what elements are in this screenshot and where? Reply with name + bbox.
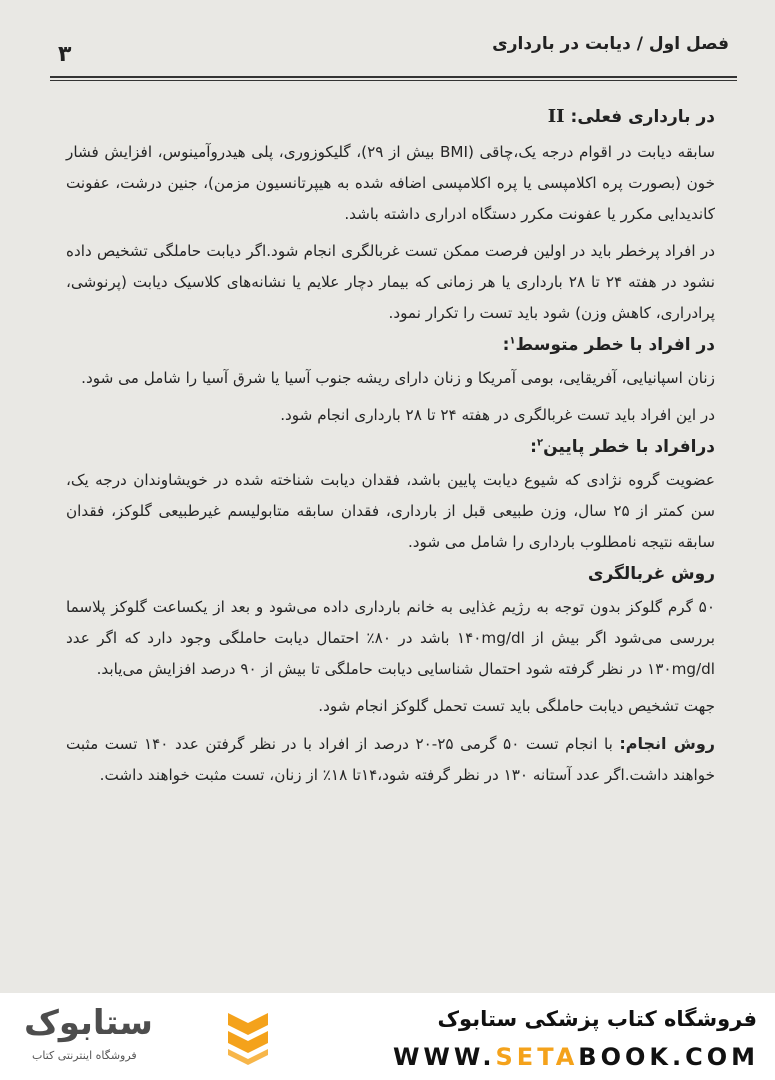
- section-heading-text: در بارداری فعلی:: [570, 107, 715, 127]
- heading-text: درافراد با خطر پایین: [543, 437, 715, 457]
- logo-subtitle: فروشگاه اینترنتی کتاب: [32, 1049, 137, 1062]
- book-chevron-icon: [224, 1007, 272, 1065]
- method-text: با انجام تست ۵۰ گرمی ۲۵-۲۰ درصد از افراد با در نظر گرفتن عدد ۱۴۰ تست مثبت خواهند داشت.اگر عدد آستانه ۱۳۰ در نظر گرفته شود،۱۴تا ۱۸٪ از زنان، تست مثبت خواهند داشت.: [66, 735, 715, 784]
- store-name: فروشگاه کتاب پزشکی ستابوک: [437, 1007, 757, 1031]
- heading-text: در افراد با خطر متوسط: [515, 335, 715, 355]
- store-url[interactable]: [393, 1043, 759, 1071]
- footnote-marker: ۲: [536, 437, 544, 449]
- paragraph: سابقه دیابت در اقوام درجه یک،چاقی (BMI بیش از ۲۹)، گلیکوزوری، پلی هیدروآمینوس، افزایش فشار خون (بصورت پره اکلامپسی یا پره اکلامپسی اضافه شده به هیپرتانسیون مزمن)، جنین درشت، عفونت کاندیدایی مکرر یا عفونت مکرر دستگاه ادراری داشته باشد.: [66, 143, 715, 223]
- chapter-title: فصل اول / دیابت در بارداری: [492, 34, 729, 54]
- section-numeral: II: [547, 106, 565, 127]
- page-content: [66, 102, 715, 797]
- url-suffix: BOOK.COM: [578, 1043, 759, 1071]
- url-prefix: WWW.: [392, 1043, 496, 1071]
- url-highlight: SETA: [495, 1043, 579, 1071]
- store-logo-text[interactable]: [24, 1003, 214, 1073]
- footnote-marker: ۱: [509, 335, 516, 347]
- page-header: [40, 24, 737, 82]
- page-number: ۳: [58, 42, 72, 67]
- logo-wordmark: ستابوک: [24, 1003, 153, 1043]
- section-heading-current-pregnancy: [66, 106, 715, 127]
- watermark-footer: [0, 993, 775, 1080]
- heading-low-risk: درافراد با خطر پایین$^۲$:: [530, 437, 715, 457]
- paragraph: ۵۰ گرم گلوکز بدون توجه به رژیم غذایی به خانم بارداری داده می‌شود و بعد از یکساعت گلوکز پلاسما بررسی می‌شود اگر بیش از ۱۴۰mg/dl باشد در ۸۰٪ احتمال دیابت حاملگی وجود دارد که اگر عدد ۱۳۰mg/dl در نظر گرفته شود احتمال شناسایی دیابت حاملگی تا بیش از ۹۰ درصد افزایش می‌یابد.: [66, 598, 715, 678]
- paragraph: در این افراد باید تست غربالگری در هفته ۲۴ تا ۲۸ بارداری انجام شود.: [280, 406, 715, 424]
- heading-moderate-risk: در افراد با خطر متوسط$^۱$:: [502, 335, 715, 355]
- heading-screening: روش غربالگری: [587, 564, 715, 584]
- header-divider: [50, 76, 737, 81]
- paragraph: زنان اسپانیایی، آفریقایی، بومی آمریکا و زنان دارای ریشه جنوب آسیا یا شرق آسیا را شامل می شود.: [81, 369, 715, 387]
- paragraph: در افراد پرخطر باید در اولین فرصت ممکن تست غربالگری انجام شود.اگر دیابت حاملگی تشخیص داده نشود در هفته ۲۴ تا ۲۸ بارداری یا هر زمانی که بیمار دچار علایم یا نشانه‌های کلاسیک دیابت (پرنوشی، پرادراری، کاهش وزن) شود باید تست را تکرار نمود.: [66, 242, 715, 322]
- paragraph-method: [66, 728, 715, 791]
- paragraph: عضویت گروه نژادی که شیوع دیابت پایین باشد، فقدان دیابت شناخته شده در خویشاوندان درجه یک، سن کمتر از ۲۵ سال، وزن طبیعی قبل از بارداری، فقدان سابقه متابولیسم غیرطبیعی گلوکز، فقدان سابقه نتیجه نامطلوب بارداری را شامل می شود.: [66, 471, 715, 551]
- paragraph: جهت تشخیص دیابت حاملگی باید تست تحمل گلوکز انجام شود.: [318, 697, 715, 715]
- method-label: روش انجام:: [619, 734, 716, 753]
